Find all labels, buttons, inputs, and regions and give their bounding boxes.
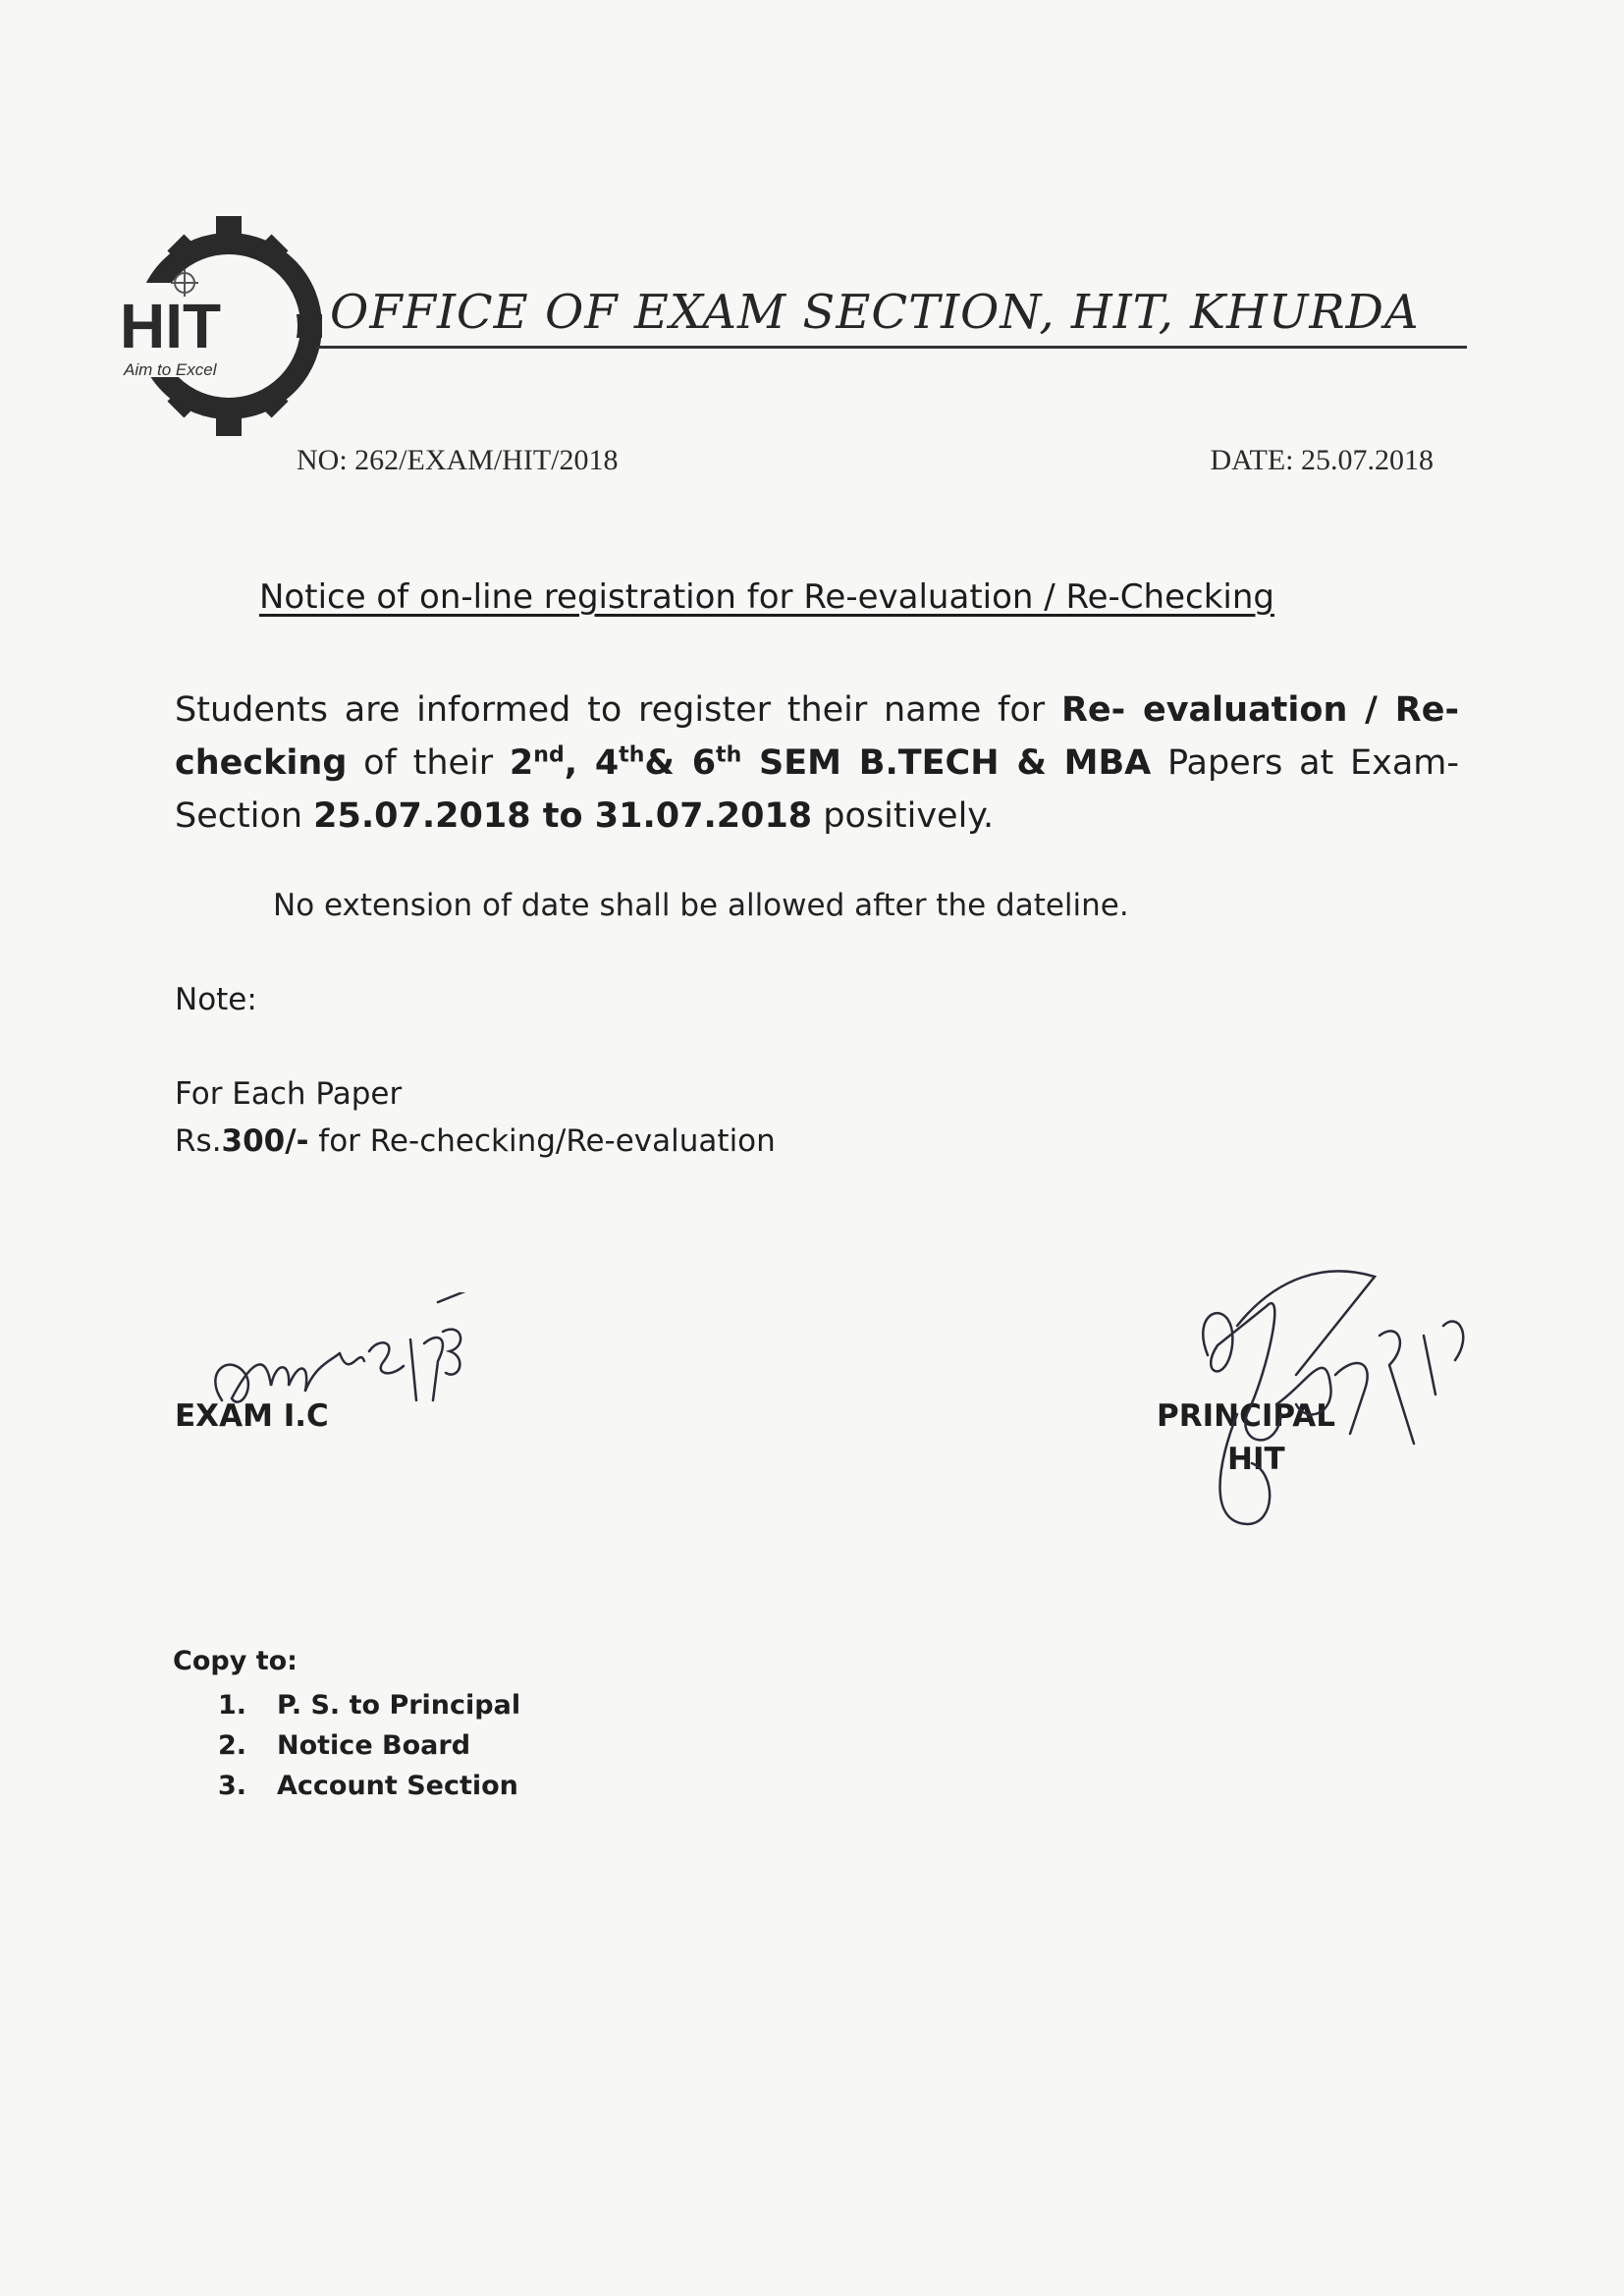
sem-4: 4th: [594, 742, 645, 783]
notice-title: Notice of on-line registration for Re-evaluation / Re-Checking: [259, 577, 1274, 617]
note-label: Note:: [175, 982, 257, 1017]
logo-tagline: Aim to Excel: [124, 360, 217, 379]
principal-signature: [1178, 1267, 1473, 1552]
no-extension-line: No extension of date shall be allowed after the dateline.: [273, 888, 1129, 923]
sem-6: 6th: [691, 742, 742, 783]
body-text: Students are informed to register their name for: [175, 690, 1061, 730]
body-text: ,: [564, 743, 595, 783]
notice-body: [175, 683, 1459, 843]
body-text: &: [644, 743, 692, 783]
office-title: OFFICE OF EXAM SECTION, HIT, KHURDA: [330, 285, 1420, 340]
principal-title: PRINCIPAL: [1157, 1398, 1335, 1434]
body-text: Papers at Exam-Section: [175, 743, 1459, 836]
body-bold-reeval: Re- evaluation / Re-checking: [175, 690, 1459, 783]
sem-2: 2nd: [509, 742, 565, 783]
copy-to-label: Copy to:: [173, 1646, 298, 1676]
title-underline: [316, 346, 1467, 349]
exam-ic-signature: [192, 1292, 467, 1449]
copy-to-list: [218, 1685, 520, 1806]
logo-text: HIT: [120, 291, 222, 361]
list-item: 2. Notice Board: [218, 1730, 471, 1761]
body-text: positively.: [812, 796, 995, 836]
exam-ic-title: EXAM I.C: [175, 1398, 329, 1434]
list-item: 1. P. S. to Principal: [218, 1690, 521, 1721]
reference-number: NO: 262/EXAM/HIT/2018: [297, 444, 619, 476]
fee-amount: 300/-: [221, 1123, 309, 1159]
principal-institute: HIT: [1227, 1442, 1285, 1477]
hit-gear-logo: [114, 212, 330, 440]
fee-line-1: For Each Paper: [175, 1076, 403, 1112]
reference-date: DATE: 25.07.2018: [1210, 444, 1434, 476]
fee-line-2: Rs.300/- for Re-checking/Re-evaluation: [175, 1123, 776, 1159]
body-text: of their: [347, 743, 510, 783]
list-item: 3. Account Section: [218, 1771, 518, 1801]
body-bold-dates: 25.07.2018 to 31.07.2018: [313, 796, 813, 836]
body-bold-programs: SEM B.TECH & MBA: [741, 743, 1152, 783]
